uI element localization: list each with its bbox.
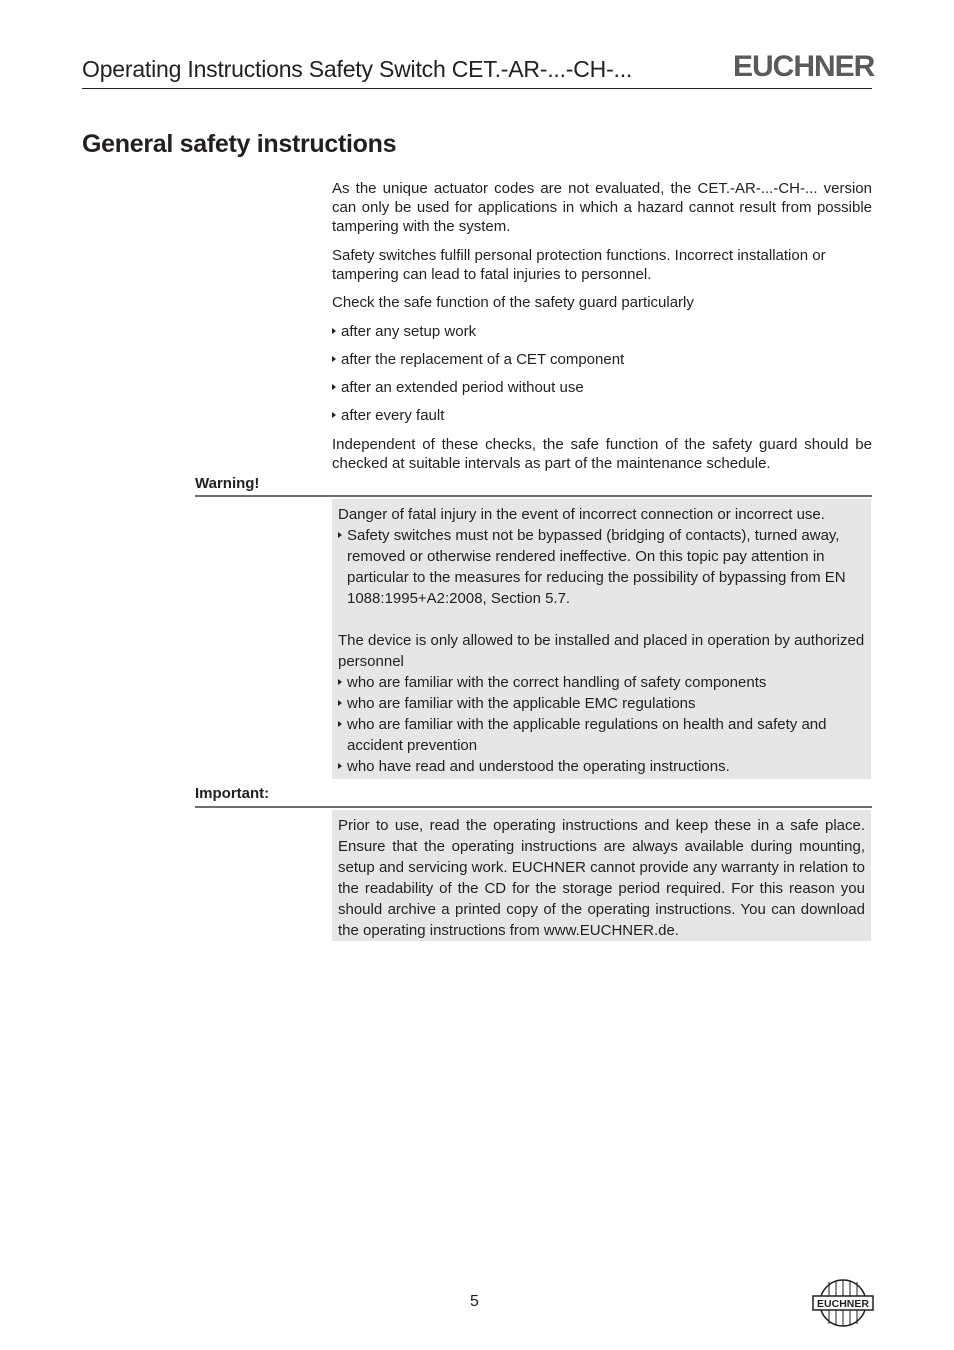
important-label: Important: bbox=[195, 785, 270, 802]
brand-logo: EUCHNER bbox=[733, 50, 875, 83]
document-title: Operating Instructions Safety Switch CET.-AR-...-CH-... bbox=[82, 56, 633, 82]
intro-paragraph-2: Safety switches fulfill personal protection functions. Incorrect installation or tampering can lead to fatal injuries to personnel. bbox=[332, 247, 826, 283]
intro-paragraph-4: Independent of these checks, the safe function of the safety guard should be checked at suitable intervals as part of the maintenance schedule. bbox=[332, 436, 872, 472]
check-list-item: after every fault bbox=[332, 406, 444, 425]
important-rule bbox=[195, 806, 872, 808]
warning-box bbox=[332, 499, 871, 779]
page-number: 5 bbox=[470, 1293, 479, 1310]
important-box bbox=[332, 810, 871, 941]
svg-text:EUCHNER: EUCHNER bbox=[817, 1298, 869, 1310]
bullet-arrow-icon bbox=[338, 763, 342, 769]
check-list-item: after an extended period without use bbox=[332, 378, 584, 397]
intro-paragraph-3: Check the safe function of the safety guard particularly bbox=[332, 294, 694, 311]
check-list-item: after any setup work bbox=[332, 322, 476, 341]
bullet-arrow-icon bbox=[332, 328, 336, 334]
warning-list-item: Safety switches must not be bypassed (bridging of contacts), turned away, removed or otherwise rendered ineffective. On this topic pay attention in particular to the measures for reducing the possibility of bypassing from EN 1088:1995+A2:2008, Section 5.7. bbox=[338, 525, 865, 609]
warning-list-item: who are familiar with the applicable EMC regulations bbox=[338, 693, 865, 714]
bullet-arrow-icon bbox=[338, 721, 342, 727]
bullet-arrow-icon bbox=[338, 700, 342, 706]
warning-paragraph-2: The device is only allowed to be installed and placed in operation by authorized personnel bbox=[338, 632, 865, 670]
intro-paragraph-1: As the unique actuator codes are not evaluated, the CET.-AR-...-CH-... version can only be used for applications in which a hazard cannot result from possible tampering with the system. bbox=[332, 180, 872, 235]
check-list-item: after the replacement of a CET component bbox=[332, 350, 624, 369]
warning-list-item: who have read and understood the operating instructions. bbox=[338, 756, 865, 777]
warning-lead: Danger of fatal injury in the event of incorrect connection or incorrect use. bbox=[338, 506, 825, 523]
euchner-seal-logo bbox=[812, 1278, 874, 1328]
bullet-arrow-icon bbox=[332, 356, 336, 362]
warning-label: Warning! bbox=[195, 475, 260, 492]
bullet-arrow-icon bbox=[338, 532, 342, 538]
bullet-arrow-icon bbox=[338, 679, 342, 685]
bullet-arrow-icon bbox=[332, 384, 336, 390]
warning-list-item: who are familiar with the correct handling of safety components bbox=[338, 672, 865, 693]
important-text: Prior to use, read the operating instructions and keep these in a safe place. Ensure that the operating instructions are always available during mounting, setup and servicing work. EUCHNER cannot provide any warranty in relation to the readability of the CD for the storage period required. For this reason you should archive a printed copy of the operating instructions. You can download the operating instructions from www.EUCHNER.de. bbox=[338, 817, 865, 939]
warning-list-item: who are familiar with the applicable regulations on health and safety and accident prevention bbox=[338, 714, 865, 756]
header-divider bbox=[82, 88, 872, 89]
section-title: General safety instructions bbox=[82, 130, 397, 158]
bullet-arrow-icon bbox=[332, 412, 336, 418]
warning-rule bbox=[195, 495, 872, 497]
